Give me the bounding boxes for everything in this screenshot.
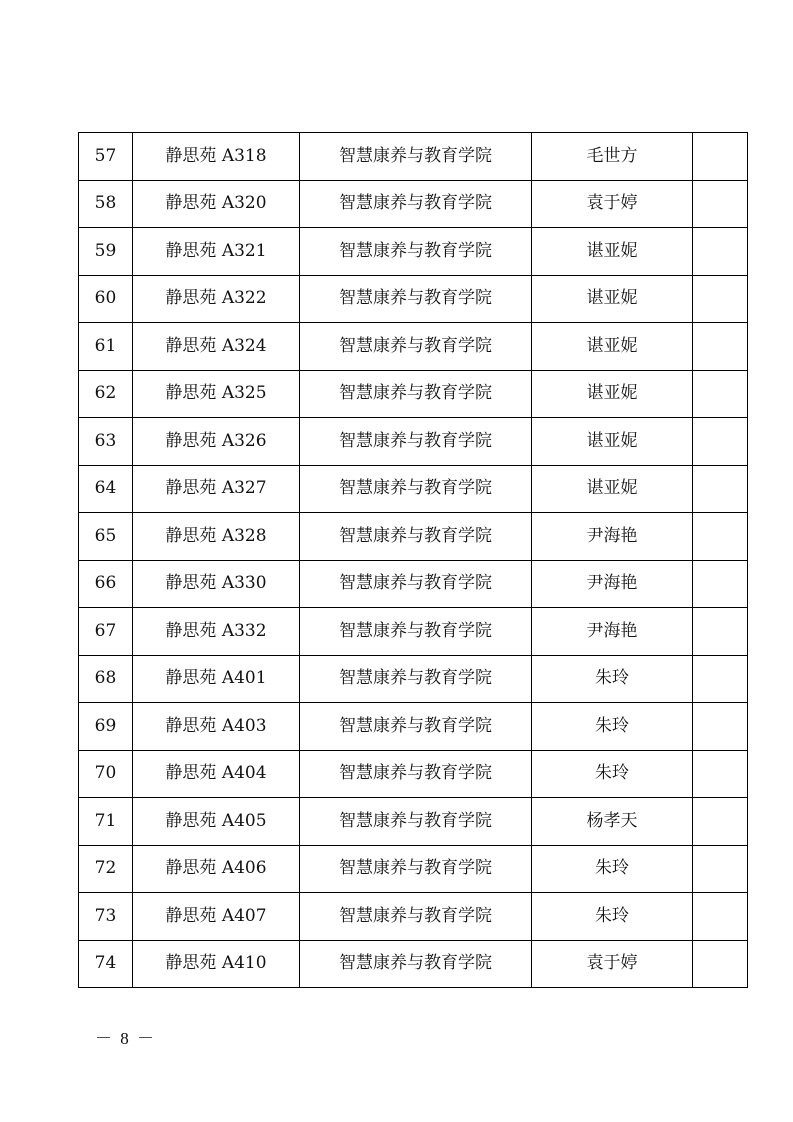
table-row xyxy=(79,560,748,608)
row-number-cell: 59 xyxy=(79,228,133,276)
table-row xyxy=(79,180,748,228)
note-cell xyxy=(693,893,748,941)
college-cell: 智慧康养与教育学院 xyxy=(300,323,532,371)
table-row xyxy=(79,465,748,513)
room-cell: 静思苑 A403 xyxy=(133,703,300,751)
row-number-cell: 57 xyxy=(79,133,133,181)
college-cell: 智慧康养与教育学院 xyxy=(300,133,532,181)
college-cell: 智慧康养与教育学院 xyxy=(300,703,532,751)
person-cell: 尹海艳 xyxy=(532,513,693,561)
table-row xyxy=(79,703,748,751)
person-cell: 朱玲 xyxy=(532,655,693,703)
person-cell: 尹海艳 xyxy=(532,608,693,656)
note-cell xyxy=(693,608,748,656)
person-cell: 袁于婷 xyxy=(532,180,693,228)
table-row xyxy=(79,845,748,893)
row-number-cell: 73 xyxy=(79,893,133,941)
person-cell: 谌亚妮 xyxy=(532,228,693,276)
table-row xyxy=(79,133,748,181)
note-cell xyxy=(693,513,748,561)
row-number-cell: 67 xyxy=(79,608,133,656)
person-cell: 毛世方 xyxy=(532,133,693,181)
college-cell: 智慧康养与教育学院 xyxy=(300,845,532,893)
table-row xyxy=(79,228,748,276)
room-cell: 静思苑 A318 xyxy=(133,133,300,181)
table-row xyxy=(79,608,748,656)
table-body xyxy=(79,133,748,988)
note-cell xyxy=(693,418,748,466)
room-cell: 静思苑 A401 xyxy=(133,655,300,703)
college-cell: 智慧康养与教育学院 xyxy=(300,798,532,846)
row-number-cell: 72 xyxy=(79,845,133,893)
note-cell xyxy=(693,655,748,703)
person-cell: 朱玲 xyxy=(532,750,693,798)
room-cell: 静思苑 A322 xyxy=(133,275,300,323)
table-row xyxy=(79,323,748,371)
person-cell: 朱玲 xyxy=(532,703,693,751)
room-cell: 静思苑 A327 xyxy=(133,465,300,513)
person-cell: 谌亚妮 xyxy=(532,418,693,466)
room-cell: 静思苑 A332 xyxy=(133,608,300,656)
college-cell: 智慧康养与教育学院 xyxy=(300,465,532,513)
row-number-cell: 68 xyxy=(79,655,133,703)
note-cell xyxy=(693,323,748,371)
table-row xyxy=(79,798,748,846)
note-cell xyxy=(693,940,748,988)
room-cell: 静思苑 A404 xyxy=(133,750,300,798)
college-cell: 智慧康养与教育学院 xyxy=(300,370,532,418)
room-cell: 静思苑 A326 xyxy=(133,418,300,466)
note-cell xyxy=(693,370,748,418)
room-cell: 静思苑 A410 xyxy=(133,940,300,988)
college-cell: 智慧康养与教育学院 xyxy=(300,513,532,561)
note-cell xyxy=(693,465,748,513)
dormitory-table xyxy=(78,132,748,988)
room-cell: 静思苑 A407 xyxy=(133,893,300,941)
room-cell: 静思苑 A328 xyxy=(133,513,300,561)
note-cell xyxy=(693,180,748,228)
row-number-cell: 69 xyxy=(79,703,133,751)
room-cell: 静思苑 A321 xyxy=(133,228,300,276)
note-cell xyxy=(693,798,748,846)
person-cell: 谌亚妮 xyxy=(532,323,693,371)
note-cell xyxy=(693,703,748,751)
room-cell: 静思苑 A406 xyxy=(133,845,300,893)
table-row xyxy=(79,275,748,323)
row-number-cell: 66 xyxy=(79,560,133,608)
person-cell: 朱玲 xyxy=(532,893,693,941)
table-row xyxy=(79,750,748,798)
person-cell: 谌亚妮 xyxy=(532,370,693,418)
table-row xyxy=(79,418,748,466)
table-row xyxy=(79,370,748,418)
row-number-cell: 62 xyxy=(79,370,133,418)
note-cell xyxy=(693,275,748,323)
table-row xyxy=(79,513,748,561)
row-number-cell: 60 xyxy=(79,275,133,323)
person-cell: 杨孝天 xyxy=(532,798,693,846)
room-cell: 静思苑 A324 xyxy=(133,323,300,371)
table-row xyxy=(79,893,748,941)
person-cell: 袁于婷 xyxy=(532,940,693,988)
college-cell: 智慧康养与教育学院 xyxy=(300,560,532,608)
room-cell: 静思苑 A330 xyxy=(133,560,300,608)
person-cell: 谌亚妮 xyxy=(532,275,693,323)
person-cell: 朱玲 xyxy=(532,845,693,893)
college-cell: 智慧康养与教育学院 xyxy=(300,893,532,941)
row-number-cell: 63 xyxy=(79,418,133,466)
note-cell xyxy=(693,845,748,893)
table-row xyxy=(79,655,748,703)
college-cell: 智慧康养与教育学院 xyxy=(300,750,532,798)
row-number-cell: 64 xyxy=(79,465,133,513)
college-cell: 智慧康养与教育学院 xyxy=(300,228,532,276)
person-cell: 谌亚妮 xyxy=(532,465,693,513)
room-cell: 静思苑 A405 xyxy=(133,798,300,846)
note-cell xyxy=(693,750,748,798)
college-cell: 智慧康养与教育学院 xyxy=(300,418,532,466)
page-number: － 8 － xyxy=(95,1029,156,1048)
row-number-cell: 65 xyxy=(79,513,133,561)
note-cell xyxy=(693,133,748,181)
college-cell: 智慧康养与教育学院 xyxy=(300,180,532,228)
row-number-cell: 71 xyxy=(79,798,133,846)
person-cell: 尹海艳 xyxy=(532,560,693,608)
row-number-cell: 74 xyxy=(79,940,133,988)
row-number-cell: 61 xyxy=(79,323,133,371)
room-cell: 静思苑 A320 xyxy=(133,180,300,228)
row-number-cell: 70 xyxy=(79,750,133,798)
note-cell xyxy=(693,228,748,276)
college-cell: 智慧康养与教育学院 xyxy=(300,608,532,656)
table-row xyxy=(79,940,748,988)
college-cell: 智慧康养与教育学院 xyxy=(300,940,532,988)
row-number-cell: 58 xyxy=(79,180,133,228)
college-cell: 智慧康养与教育学院 xyxy=(300,275,532,323)
college-cell: 智慧康养与教育学院 xyxy=(300,655,532,703)
note-cell xyxy=(693,560,748,608)
room-cell: 静思苑 A325 xyxy=(133,370,300,418)
